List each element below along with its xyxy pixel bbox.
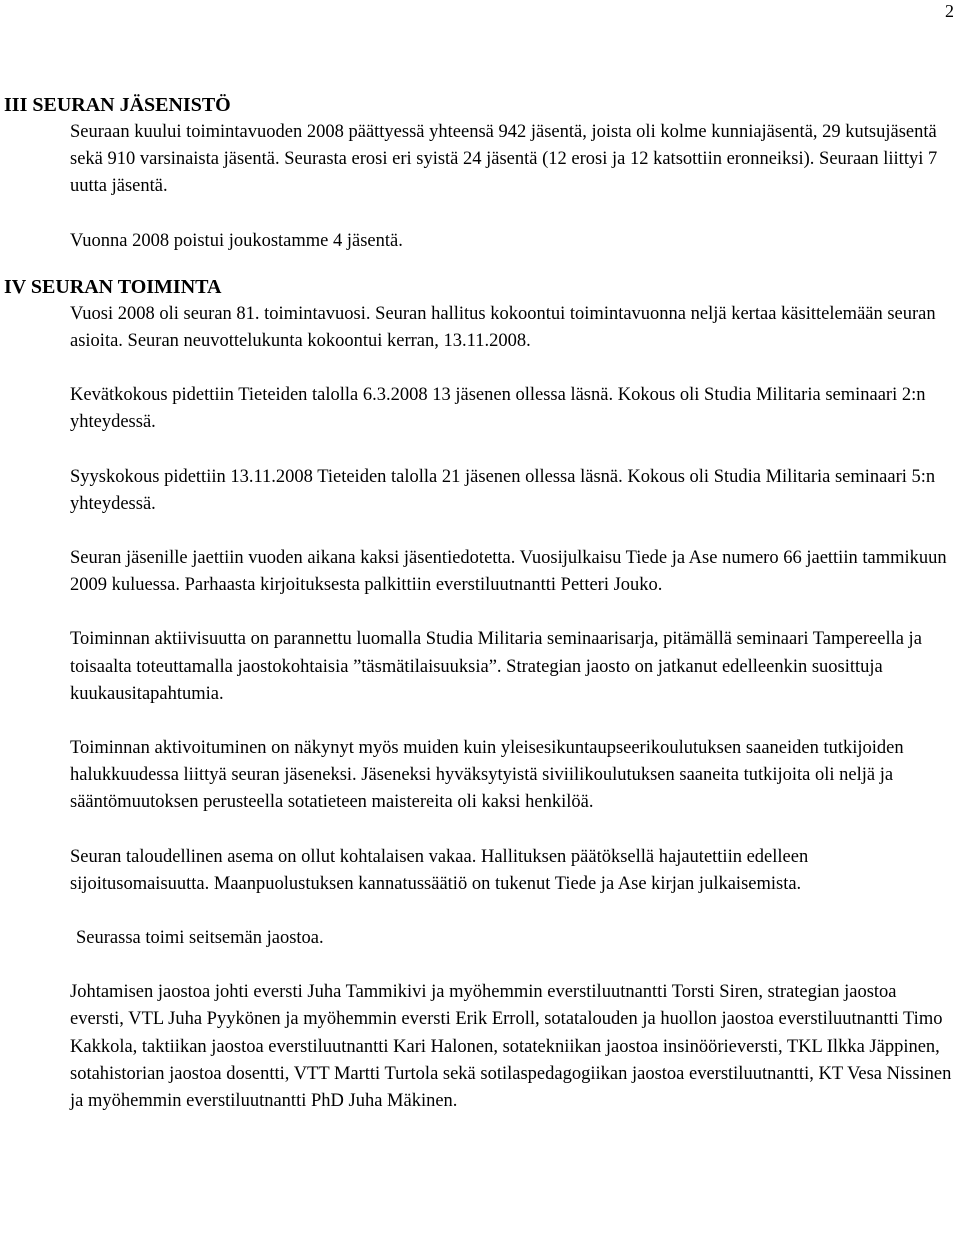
sections-count-paragraph: Seurassa toimi seitsemän jaostoa. [76,928,324,949]
finances-paragraph: Seuran taloudellinen asema on ollut kohtalaisen vakaa. Hallituksen päätöksellä hajautettiin edelleen sijoitusomaisuutta. Maanpuolustuksen kannatussäätiö on tukenut Tiede ja Ase kirjan julkaisemista. [70,846,809,894]
section-leaders-paragraph: Johtamisen jaostoa johti eversti Juha Tammikivi ja myöhemmin everstiluutnantti Torsti Siren, strategian jaostoa eversti, VTL Juha Pyykönen ja myöhemmin eversti Erik Erroll, sotatalouden ja huollon jaostoa everstiluutnantti Timo Kakkola, taktiikan jaostoa everstiluutnantti Kari Halonen, sotatekniikan jaostoa insinöörieversti, TKL Ilkka Jäppinen, sotahistorian jaostoa dosentti, VTT Martti Turtola sekä sotilaspedagogiikan jaostoa everstiluutnantti, KT Vesa Nissinen ja myöhemmin everstiluutnantti PhD Juha Mäkinen. [70,982,952,1112]
membership-deceased-paragraph: Vuonna 2008 poistui joukostamme 4 jäsentä. [70,230,403,251]
spring-meeting-paragraph: Kevätkokous pidettiin Tieteiden talolla 6.3.2008 13 jäsenen ollessa läsnä. Kokous oli Studia Militaria seminaari 2:n yhteydessä. [70,385,926,433]
page-number: 2 [945,1,954,21]
seminar-activity-paragraph: Toiminnan aktiivisuutta on parannettu luomalla Studia Militaria seminaarisarja, pitämällä seminaari Tampereella ja toisaalta toteuttamalla jaostokohtaisia ”täsmätilaisuuksia”. Strategian jaosto on jatkanut edelleenkin suosittuja kuukausitapahtumia. [70,629,922,704]
publications-paragraph: Seuran jäsenille jaettiin vuoden aikana kaksi jäsentiedotetta. Vuosijulkaisu Tiede ja Ase numero 66 jaettiin tammikuun 2009 kuluessa. Parhaasta kirjoituksesta palkittiin everstiluutnantti Petteri Jouko. [70,548,947,596]
document-body [0,92,960,1115]
activities-year-paragraph: Vuosi 2008 oli seuran 81. toimintavuosi. Seuran hallitus kokoontui toimintavuonna neljä kertaa käsittelemään seuran asioita. Seuran neuvottelukunta kokoontui kerran, 13.11.2008. [70,303,936,352]
section-heading-activities: IV SEURAN TOIMINTA [4,275,222,298]
autumn-meeting-paragraph: Syyskokous pidettiin 13.11.2008 Tieteiden talolla 21 jäsenen ollessa läsnä. Kokous oli Studia Militaria seminaari 5:n yhteydessä. [70,466,936,514]
membership-paragraph: Seuraan kuului toimintavuoden 2008 päättyessä yhteensä 942 jäsentä, joista oli kolme kunniajäsentä, 29 kutsujäsentä sekä 910 varsinaista jäsentä. Seurasta erosi eri syistä 24 jäsentä (12 erosi ja 12 katsottiin eronneiksi). Seuraan liittyi 7 uutta jäsentä. [70,122,938,197]
new-members-paragraph: Toiminnan aktivoituminen on näkynyt myös muiden kuin yleisesikuntaupseerikoulutuksen saaneiden tutkijoiden halukkuudessa liittyä seuran jäseneksi. Jäseneksi hyväksytyistä siviilikoulutuksen saaneita tutkijoita oli neljä ja sääntömuutoksen perusteella sotatieteen maistereita oli kaksi henkilöä. [70,738,904,813]
section-heading-membership: III SEURAN JÄSENISTÖ [4,94,231,116]
